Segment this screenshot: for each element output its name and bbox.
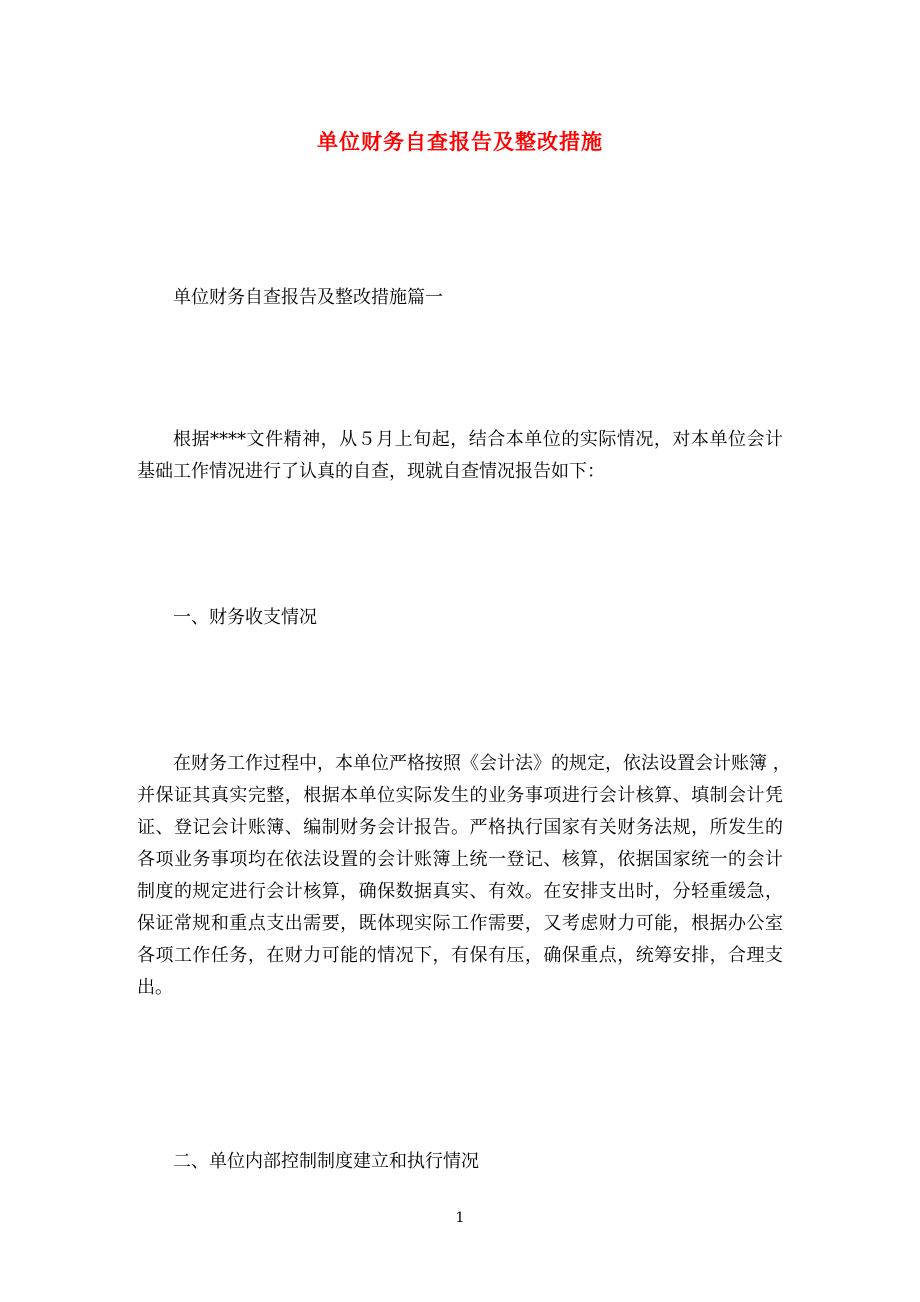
document-subtitle: 单位财务自查报告及整改措施篇一 — [173, 287, 443, 308]
section1-line: 保证常规和重点支出需要，既体现实际工作需要，又考虑财力可能，根据办公室 — [137, 913, 783, 934]
page-number: 1 — [455, 1210, 465, 1226]
section1-heading: 一、财务收支情况 — [173, 607, 317, 628]
section1-line: 在财务工作过程中，本单位严格按照《会计法》的规定，依法设置会计账簿 ， — [173, 753, 791, 774]
section1-paragraph — [137, 748, 791, 1004]
section1-line: 制度的规定进行会计核算，确保数据真实、有效。在安排支出时，分轻重缓急， — [137, 881, 783, 902]
section1-line: 出。 — [137, 977, 173, 998]
intro-line: 基础工作情况进行了认真的自查，现就自查情况报告如下： — [137, 461, 605, 482]
intro-paragraph — [137, 424, 783, 488]
section1-line: 并保证其真实完整，根据本单位实际发生的业务事项进行会计核算、填制会计凭 — [137, 785, 783, 806]
section1-line: 各项工作任务，在财力可能的情况下，有保有压，确保重点，统筹安排，合理支 — [137, 945, 783, 966]
section1-line: 证、登记会计账簿、编制财务会计报告。严格执行国家有关财务法规，所发生的 — [137, 817, 783, 838]
section1-line: 各项业务事项均在依法设置的会计账簿上统一登记、核算，依据国家统一的会计 — [137, 849, 783, 870]
document-title: 单位财务自查报告及整改措施 — [317, 129, 603, 154]
intro-line: 根据****文件精神，从５月上旬起，结合本单位的实际情况，对本单位会计 — [173, 429, 783, 450]
section2-heading: 二、单位内部控制制度建立和执行情况 — [173, 1151, 479, 1172]
